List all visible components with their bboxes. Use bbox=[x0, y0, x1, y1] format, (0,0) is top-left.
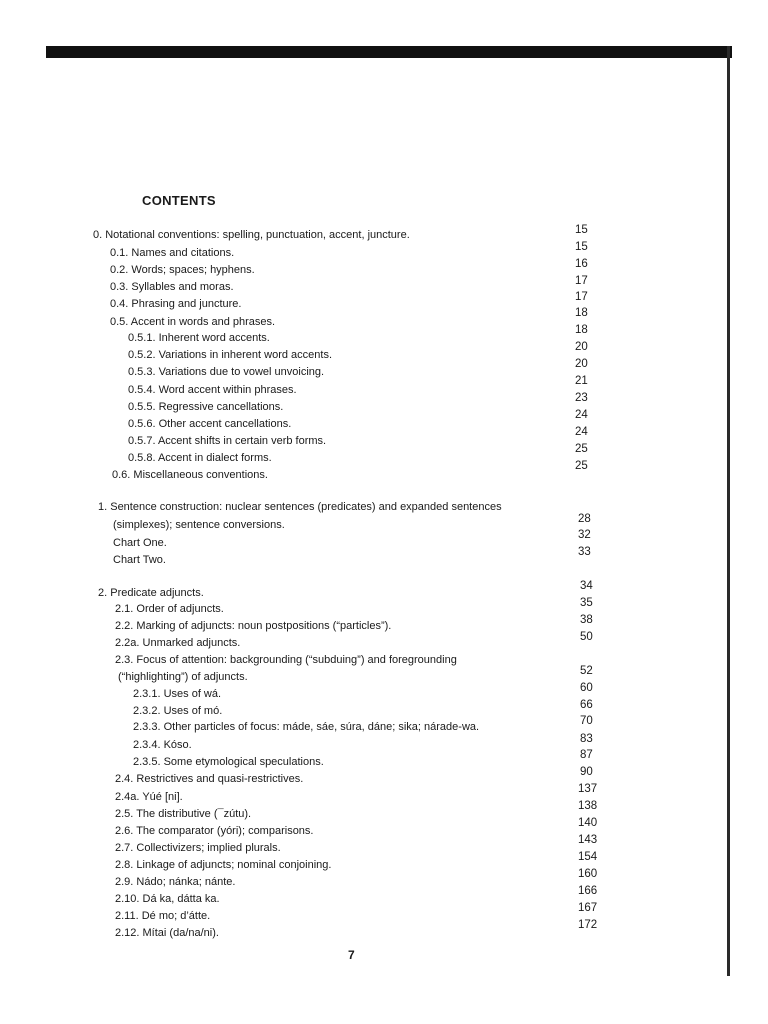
page-number: 34 bbox=[580, 580, 593, 592]
page-number: 23 bbox=[575, 392, 588, 404]
page-number: 38 bbox=[580, 614, 593, 626]
page-number: 138 bbox=[578, 800, 598, 812]
toc-entry: 2.3. Focus of attention: backgrounding (“subduing”) and foregrounding bbox=[115, 654, 457, 666]
toc-entry: 0.5.8. Accent in dialect forms. bbox=[128, 452, 272, 464]
page-number: 20 bbox=[575, 341, 588, 353]
page-number: 20 bbox=[575, 358, 588, 370]
toc-entry: 0.5.5. Regressive cancellations. bbox=[128, 401, 284, 413]
toc-entry: Chart One. bbox=[113, 537, 167, 549]
page-number: 17 bbox=[575, 291, 588, 303]
page-number: 15 bbox=[575, 241, 588, 253]
toc-entry: 2.3.4. Kóso. bbox=[133, 739, 192, 751]
toc-entry: 0.6. Miscellaneous conventions. bbox=[112, 469, 268, 481]
toc-entry: 2.8. Linkage of adjuncts; nominal conjoining. bbox=[115, 859, 332, 871]
toc-entry: 0.5.1. Inherent word accents. bbox=[128, 332, 270, 344]
toc-entry: 0.5.2. Variations in inherent word accents. bbox=[128, 349, 333, 361]
page-number: 17 bbox=[575, 275, 588, 287]
page-number: 60 bbox=[580, 682, 593, 694]
toc-entry: 2.3.2. Uses of mó. bbox=[133, 705, 223, 717]
page-number: 24 bbox=[575, 426, 588, 438]
toc-entry: 2.3.1. Uses of wá. bbox=[133, 688, 222, 700]
page-number: 25 bbox=[575, 460, 588, 472]
page-number: 70 bbox=[580, 715, 593, 727]
toc-entry: 0.5. Accent in words and phrases. bbox=[110, 316, 276, 328]
toc-entry: 2.2. Marking of adjuncts: noun postpositions (“particles”). bbox=[115, 620, 392, 632]
toc-entry: 0.3. Syllables and moras. bbox=[110, 281, 234, 293]
page-number: 66 bbox=[580, 699, 593, 711]
page-title: CONTENTS bbox=[142, 193, 216, 208]
page-number: 52 bbox=[580, 665, 593, 677]
page-number: 18 bbox=[575, 307, 588, 319]
page-number: 15 bbox=[575, 224, 588, 236]
page-number: 83 bbox=[580, 733, 593, 745]
page-number: 25 bbox=[575, 443, 588, 455]
toc-entry: 2.4. Restrictives and quasi-restrictives. bbox=[115, 773, 304, 785]
page-number: 87 bbox=[580, 749, 593, 761]
toc-entry: (“highlighting”) of adjuncts. bbox=[118, 671, 248, 683]
page-number: 160 bbox=[578, 868, 598, 880]
toc-entry: Chart Two. bbox=[113, 554, 166, 566]
page-number: 33 bbox=[578, 546, 591, 558]
toc-entry: 2.11. Dé mo; d’átte. bbox=[115, 910, 211, 922]
toc-entry: 2.3.5. Some etymological speculations. bbox=[133, 756, 324, 768]
page-number: 18 bbox=[575, 324, 588, 336]
page-number: 24 bbox=[575, 409, 588, 421]
toc-entry: 0.5.4. Word accent within phrases. bbox=[128, 384, 297, 396]
toc-entry: 2.5. The distributive (¯zútu). bbox=[115, 808, 252, 820]
page-number: 16 bbox=[575, 258, 588, 270]
page-number: 35 bbox=[580, 597, 593, 609]
toc-entry: 0.4. Phrasing and juncture. bbox=[110, 298, 242, 310]
page-number: 90 bbox=[580, 766, 593, 778]
page-number: 143 bbox=[578, 834, 598, 846]
toc-entry: 0.1. Names and citations. bbox=[110, 247, 235, 259]
toc-entry: 2.2a. Unmarked adjuncts. bbox=[115, 637, 241, 649]
page-number: 50 bbox=[580, 631, 593, 643]
toc-entry: 2. Predicate adjuncts. bbox=[98, 587, 204, 599]
page-number: 167 bbox=[578, 902, 598, 914]
toc-entry: 2.9. Nádo; nánka; nánte. bbox=[115, 876, 236, 888]
toc-entry: 2.3.3. Other particles of focus: máde, sáe, súra, dáne; sika; nárade-wa. bbox=[133, 721, 480, 733]
toc-entry: 2.1. Order of adjuncts. bbox=[115, 603, 224, 615]
toc-entry: (simplexes); sentence conversions. bbox=[113, 519, 285, 531]
toc-entry: 0.5.3. Variations due to vowel unvoicing. bbox=[128, 366, 325, 378]
toc-entry: 2.10. Dá ka, dátta ka. bbox=[115, 893, 220, 905]
toc-entry: 0.5.6. Other accent cancellations. bbox=[128, 418, 292, 430]
toc-entry: 2.6. The comparator (yóri); comparisons. bbox=[115, 825, 314, 837]
folio-page-number: 7 bbox=[348, 948, 355, 962]
page-number: 28 bbox=[578, 513, 591, 525]
page-number: 166 bbox=[578, 885, 598, 897]
toc-entry: 1. Sentence construction: nuclear sentences (predicates) and expanded sentences bbox=[98, 501, 502, 513]
toc-entry: 0. Notational conventions: spelling, punctuation, accent, juncture. bbox=[93, 229, 410, 241]
page-number: 172 bbox=[578, 919, 598, 931]
toc-entry: 0.5.7. Accent shifts in certain verb forms. bbox=[128, 435, 327, 447]
page-number: 154 bbox=[578, 851, 598, 863]
toc-entry: 2.4a. Yúé [ni]. bbox=[115, 791, 183, 803]
toc-entry: 2.12. Mítai (da/na/ni). bbox=[115, 927, 219, 939]
page-number: 140 bbox=[578, 817, 598, 829]
page-number: 21 bbox=[575, 375, 588, 387]
page-number: 32 bbox=[578, 529, 591, 541]
toc-entry: 0.2. Words; spaces; hyphens. bbox=[110, 264, 255, 276]
toc-entry: 2.7. Collectivizers; implied plurals. bbox=[115, 842, 281, 854]
page-number: 137 bbox=[578, 783, 598, 795]
